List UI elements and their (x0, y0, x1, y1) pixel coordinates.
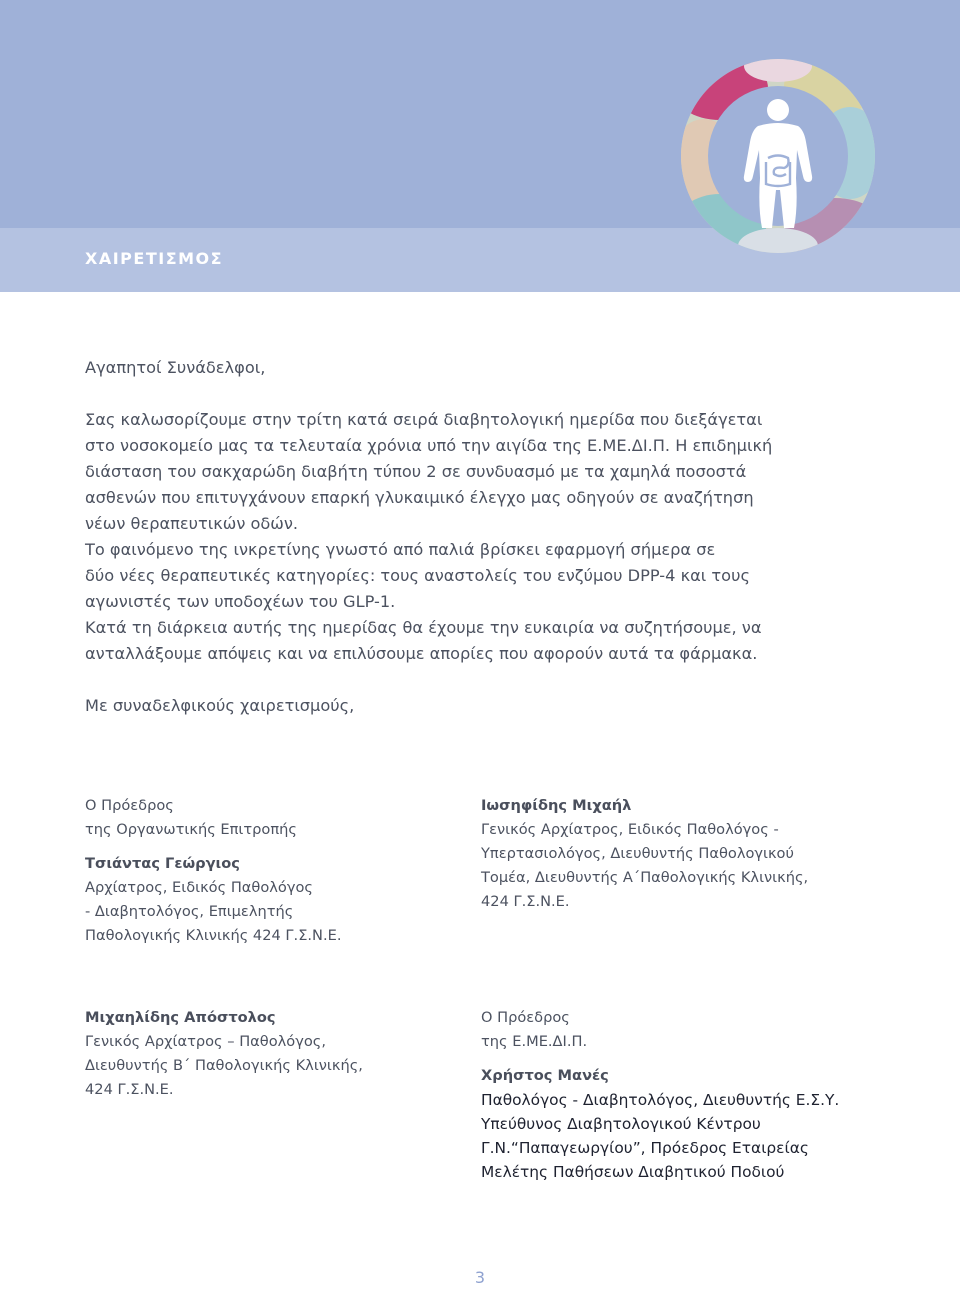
signature-role: της Οργανωτικής Επιτροπής (85, 821, 297, 838)
signature-desc: Γενικός Αρχίατρος, Ειδικός Παθολόγος - (481, 821, 779, 838)
signature-committee-president (85, 794, 341, 948)
letter-line: ανταλλάξουμε απόψεις και να επιλύσουμε απορίες που αφορούν αυτά τα φάρμακα. (85, 644, 758, 663)
signature-desc: Αρχίατρος, Ειδικός Παθολόγος (85, 879, 313, 896)
greeting-letter (85, 355, 885, 719)
letter-line: Το φαινόμενο της ινκρετίνης γνωστό από παλιά βρίσκει εφαρμογή σήμερα σε (85, 540, 716, 559)
letter-line: διάσταση του σακχαρώδη διαβήτη τύπου 2 σε συνδυασμό με τα χαμηλά ποσοστά (85, 462, 747, 481)
signature-desc: Υπεύθυνος Διαβητολογικού Κέντρου (481, 1115, 761, 1133)
signature-desc: Παθολόγος - Διαβητολόγος, Διευθυντής Ε.Σ.Υ. (481, 1091, 840, 1109)
signature-role: της Ε.ΜΕ.ΔΙ.Π. (481, 1033, 588, 1050)
salutation: Αγαπητοί Συνάδελφοι, (85, 358, 266, 377)
signature-emedip-president (481, 1006, 839, 1184)
letter-line: Σας καλωσορίζουμε στην τρίτη κατά σειρά διαβητολογική ημερίδα που διεξάγεται (85, 410, 763, 429)
signature-desc: Διευθυντής Β΄ Παθολογικής Κλινικής, (85, 1057, 363, 1074)
page-number: 3 (474, 1268, 486, 1287)
signature-desc: Υπερτασιολόγος, Διευθυντής Παθολογικού (481, 845, 794, 862)
signature-desc: Γ.Ν.“Παπαγεωργίου”, Πρόεδρος Εταιρείας (481, 1139, 809, 1157)
signature-desc: Γενικός Αρχίατρος – Παθολόγος, (85, 1033, 326, 1050)
signature-desc: 424 Γ.Σ.Ν.Ε. (85, 1081, 174, 1098)
letter-line: αγωνιστές των υποδοχέων του GLP-1. (85, 592, 396, 611)
letter-line: ασθενών που επιτυγχάνουν επαρκή γλυκαιμικό έλεγχο μας οδηγούν σε αναζήτηση (85, 488, 754, 507)
letter-line: στο νοσοκομείο μας τα τελευταία χρόνια υπό την αιγίδα της Ε.ΜΕ.ΔΙ.Π. Η επιδημική (85, 436, 773, 455)
signature-michailidis (85, 1006, 363, 1102)
signature-desc: 424 Γ.Σ.Ν.Ε. (481, 893, 570, 910)
letter-body (85, 407, 885, 667)
signature-name: Μιχαηλίδης Απόστολος (85, 1009, 276, 1026)
signature-name: Τσιάντας Γεώργιος (85, 855, 240, 872)
signature-desc: Παθολογικής Κλινικής 424 Γ.Σ.Ν.Ε. (85, 927, 342, 944)
letter-line: Κατά τη διάρκεια αυτής της ημερίδας θα έχουμε την ευκαιρία να συζητήσουμε, να (85, 618, 762, 637)
signature-desc: Μελέτης Παθήσεων Διαβητικού Ποδιού (481, 1163, 785, 1181)
letter-line: δύο νέες θεραπευτικές κατηγορίες: τους αναστολείς του ενζύμου DPP-4 και τους (85, 566, 750, 585)
signature-role: Ο Πρόεδρος (85, 797, 174, 814)
human-body-anatomy-icon (680, 58, 876, 254)
signature-name: Ιωσηφίδης Μιχαήλ (481, 797, 632, 814)
section-title: ΧΑΙΡΕΤΙΣΜΟΣ (85, 249, 224, 268)
signature-name: Χρήστος Μανές (481, 1067, 609, 1084)
signature-desc: - Διαβητολόγος, Επιμελητής (85, 903, 294, 920)
signature-role: Ο Πρόεδρος (481, 1009, 570, 1026)
closing: Με συναδελφικούς χαιρετισμούς, (85, 696, 355, 715)
signature-iosifidis (481, 794, 808, 914)
letter-line: νέων θεραπευτικών οδών. (85, 514, 299, 533)
signature-desc: Τομέα, Διευθυντής Α΄Παθολογικής Κλινικής, (481, 869, 809, 886)
